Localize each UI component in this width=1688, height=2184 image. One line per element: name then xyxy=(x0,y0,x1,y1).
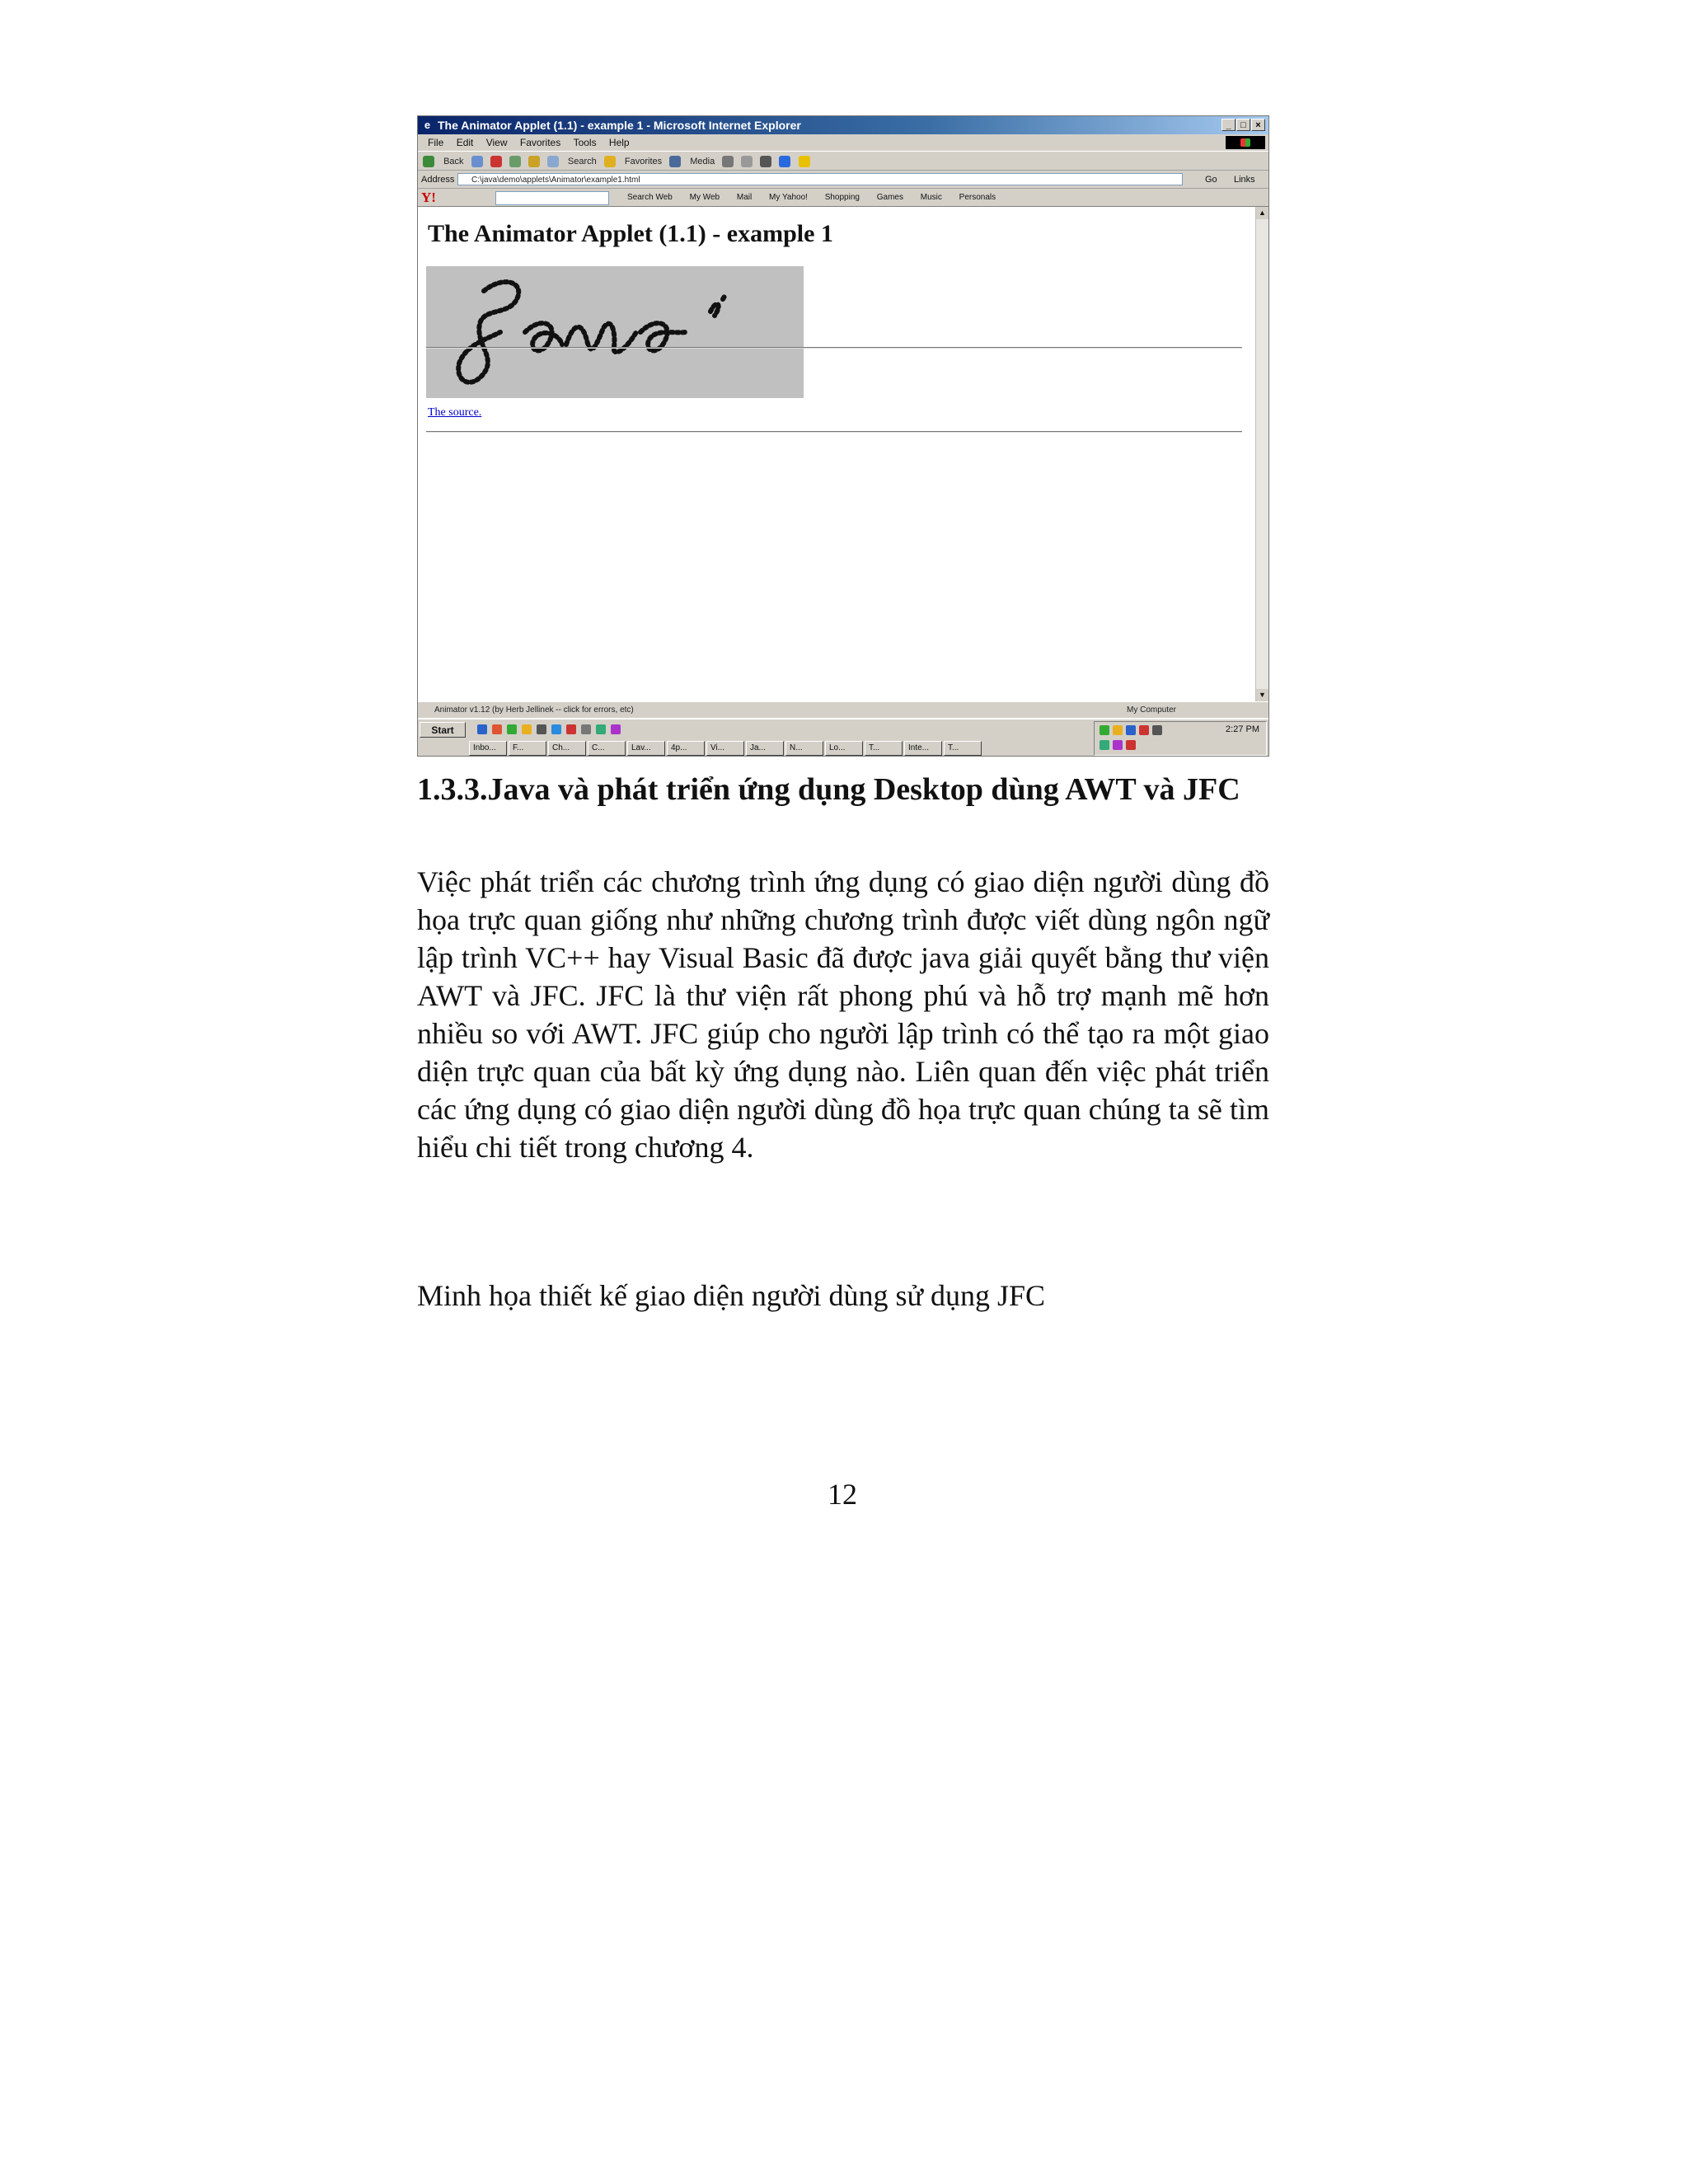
page-number: 12 xyxy=(828,1478,857,1511)
figure-caption: Minh họa thiết kế giao diện người dùng sử dụng JFC xyxy=(417,1279,1046,1312)
history-icon[interactable] xyxy=(722,156,734,167)
page-heading: The Animator Applet (1.1) - example 1 xyxy=(428,220,833,247)
body-paragraph: Việc phát triển các chương trình ứng dụng có giao diện người dùng đồ họa trực quan giống như những chương trình được viết dùng ngôn ngữ lập trình VC++ hay Visual Basic đã được java giải quyết bằng thư viện AWT và JFC. JFC là thư viện rất phong phú và hỗ trợ mạnh mẽ hơn nhiều so với AWT. JFC giúp cho người lập trình có thể tạo ra một giao diện trực quan của bất kỳ ứng dụng nào. Liên quan đến việc phát triển các ứng dụng có giao diện người dùng đồ họa trực quan chúng ta sẽ tìm hiểu chi tiết trong chương 4. xyxy=(417,865,1269,1164)
tray-icon[interactable] xyxy=(1152,725,1162,735)
source-link[interactable]: The source. xyxy=(428,406,482,419)
yahoo-my-yahoo[interactable]: My Yahoo! xyxy=(769,193,808,202)
yahoo-personals[interactable]: Personals xyxy=(959,193,996,202)
yahoo-shopping[interactable]: Shopping xyxy=(824,193,860,202)
task-button[interactable]: Lo... xyxy=(825,741,863,756)
quicklaunch-icon[interactable] xyxy=(522,724,532,734)
status-bar xyxy=(418,701,1268,718)
yahoo-mail[interactable]: Mail xyxy=(736,193,753,202)
quicklaunch-icon[interactable] xyxy=(611,724,621,734)
tray-icon[interactable] xyxy=(1113,740,1123,750)
windows-logo-icon xyxy=(1226,136,1265,149)
search-icon[interactable] xyxy=(547,156,559,167)
task-button[interactable]: N... xyxy=(785,741,823,756)
quicklaunch-icon[interactable] xyxy=(566,724,576,734)
system-tray xyxy=(1094,721,1267,756)
yahoo-games[interactable]: Games xyxy=(876,193,903,202)
quicklaunch-icon[interactable] xyxy=(551,724,561,734)
menu-favorites[interactable]: Favorites xyxy=(519,137,561,148)
window-titlebar xyxy=(418,116,1268,134)
menu-bar xyxy=(418,134,1268,151)
menu-tools[interactable]: Tools xyxy=(573,137,597,148)
horizontal-rule xyxy=(426,431,1242,433)
quicklaunch-icon[interactable] xyxy=(492,724,502,734)
close-icon[interactable]: × xyxy=(1251,119,1265,131)
task-button[interactable]: Lav... xyxy=(627,741,665,756)
edit-icon[interactable] xyxy=(779,156,790,167)
menu-view[interactable]: View xyxy=(485,137,508,148)
yahoo-logo[interactable]: Y! xyxy=(421,190,436,205)
favorites-icon[interactable] xyxy=(604,156,616,167)
task-button[interactable]: Ch... xyxy=(548,741,586,756)
favorites-button[interactable]: Favorites xyxy=(624,157,663,166)
menu-edit[interactable]: Edit xyxy=(456,137,474,148)
task-button[interactable]: Ja... xyxy=(746,741,784,756)
quicklaunch-icon[interactable] xyxy=(537,724,546,734)
browser-toolbar xyxy=(418,151,1268,171)
yahoo-my-web[interactable]: My Web xyxy=(689,193,720,202)
java-script-drawing xyxy=(426,266,804,398)
quicklaunch-icon[interactable] xyxy=(596,724,606,734)
back-button[interactable]: Back xyxy=(443,157,464,166)
quicklaunch-icon[interactable] xyxy=(477,724,487,734)
animator-applet[interactable] xyxy=(426,266,804,398)
task-button[interactable]: Vi... xyxy=(706,741,744,756)
go-button[interactable]: Go xyxy=(1205,175,1217,185)
tray-icon[interactable] xyxy=(1100,725,1109,735)
yahoo-music[interactable]: Music xyxy=(920,193,942,202)
quicklaunch-icon[interactable] xyxy=(581,724,591,734)
search-button[interactable]: Search xyxy=(567,157,597,166)
clock: 2:27 PM xyxy=(1226,724,1259,734)
home-icon[interactable] xyxy=(528,156,540,167)
scroll-down-icon[interactable]: ▼ xyxy=(1256,689,1268,701)
task-button[interactable]: T... xyxy=(944,741,982,756)
tray-icon[interactable] xyxy=(1126,725,1136,735)
task-button[interactable]: 4p... xyxy=(667,741,705,756)
forward-icon[interactable] xyxy=(471,156,483,167)
status-text: Animator v1.12 (by Herb Jellinek -- click for errors, etc) xyxy=(434,705,634,715)
media-icon[interactable] xyxy=(669,156,681,167)
address-bar xyxy=(418,171,1268,189)
task-button[interactable]: Inte... xyxy=(904,741,942,756)
tray-icon[interactable] xyxy=(1113,725,1123,735)
windows-taskbar xyxy=(418,718,1268,757)
back-icon[interactable] xyxy=(423,156,434,167)
page-content xyxy=(418,207,1255,701)
task-button[interactable]: F... xyxy=(509,741,546,756)
task-button[interactable]: C... xyxy=(588,741,626,756)
messenger-icon[interactable] xyxy=(799,156,810,167)
links-button[interactable]: Links xyxy=(1234,175,1255,185)
stop-icon[interactable] xyxy=(490,156,502,167)
menu-help[interactable]: Help xyxy=(608,137,630,148)
vertical-scrollbar[interactable] xyxy=(1255,207,1268,701)
tray-icon[interactable] xyxy=(1126,740,1136,750)
browser-screenshot xyxy=(417,115,1269,757)
task-button[interactable]: T... xyxy=(865,741,903,756)
address-label: Address xyxy=(421,175,455,185)
yahoo-search-input[interactable] xyxy=(495,191,609,205)
tray-icon[interactable] xyxy=(1139,725,1149,735)
tray-icon[interactable] xyxy=(1100,740,1109,750)
ie-icon: e xyxy=(424,119,431,131)
section-heading: 1.3.3.Java và phát triển ứng dụng Desktop dùng AWT và JFC xyxy=(417,772,1240,807)
quicklaunch-icon[interactable] xyxy=(507,724,517,734)
start-button[interactable]: Start xyxy=(420,722,466,738)
window-title: The Animator Applet (1.1) - example 1 - Microsoft Internet Explorer xyxy=(438,119,801,132)
yahoo-toolbar xyxy=(418,189,1268,207)
status-zone: My Computer xyxy=(1127,705,1177,715)
address-input[interactable]: C:\java\demo\applets\Animator\example1.html xyxy=(457,173,1183,185)
minimize-icon[interactable]: _ xyxy=(1221,119,1236,131)
horizontal-rule xyxy=(426,347,1242,349)
print-icon[interactable] xyxy=(760,156,771,167)
yahoo-search-web[interactable]: Search Web xyxy=(627,193,673,202)
refresh-icon[interactable] xyxy=(509,156,521,167)
maximize-icon[interactable]: □ xyxy=(1236,119,1250,131)
media-button[interactable]: Media xyxy=(690,157,715,166)
mail-icon[interactable] xyxy=(741,156,753,167)
task-button[interactable]: Inbo... xyxy=(469,741,507,756)
scroll-up-icon[interactable]: ▲ xyxy=(1256,207,1268,219)
menu-file[interactable]: File xyxy=(428,137,444,148)
